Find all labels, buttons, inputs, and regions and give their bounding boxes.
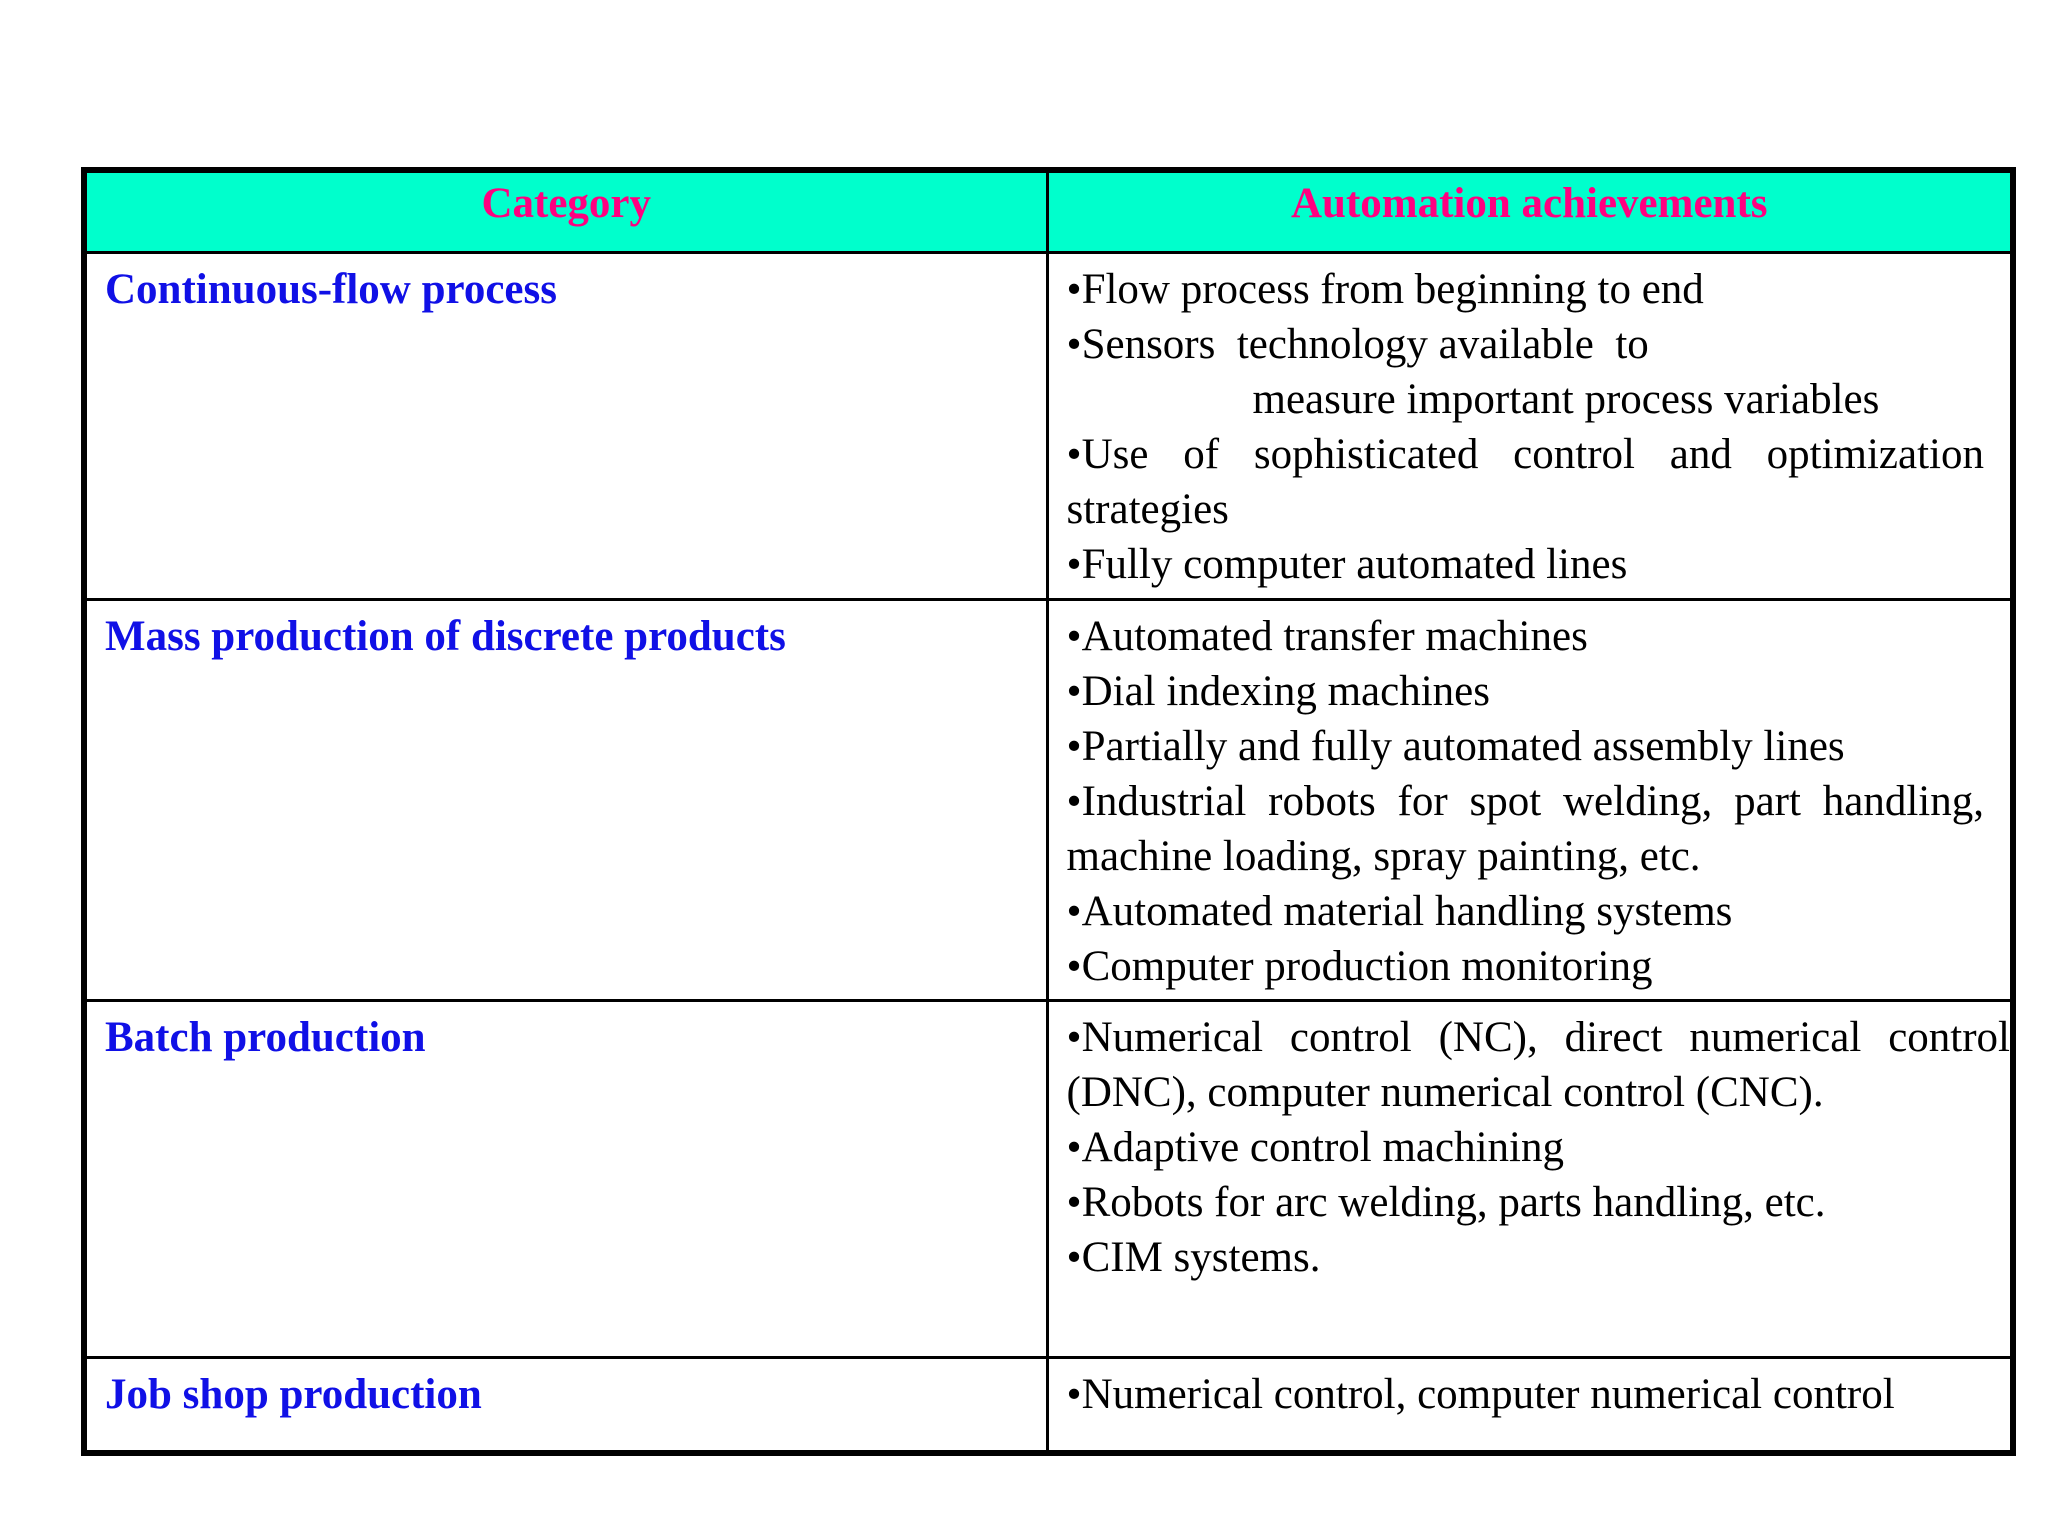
achievement-list (1067, 609, 2011, 994)
achievement-text: Adaptive control machining (1081, 1123, 1564, 1171)
achievement-text: Automated transfer machines (1081, 612, 1588, 660)
bullet-mark: • (1066, 1370, 1082, 1418)
achievement-item (1067, 1120, 2011, 1175)
achievement-item (1067, 1367, 2011, 1422)
category-cell-continuous-flow: Continuous-flow process (84, 252, 1047, 599)
table-row-job-shop (84, 1357, 2013, 1453)
category-column-header: Category (84, 170, 1047, 252)
achievement-item (1067, 262, 2011, 317)
achievement-item (1067, 427, 2011, 537)
achievement-list (1067, 262, 2011, 592)
achievement-text: Use of sophisticated control and optimization strategies (1066, 430, 1984, 533)
bullet-mark: • (1066, 722, 1082, 770)
achievement-text: Numerical control, computer numerical control (1081, 1370, 1895, 1418)
achievement-text: CIM systems. (1081, 1233, 1321, 1281)
bullet-mark: • (1066, 1178, 1082, 1226)
bullet-mark: • (1066, 540, 1082, 588)
achievement-continuation-line (1067, 372, 2011, 427)
achievement-text: Dial indexing machines (1081, 667, 1490, 715)
achievement-text: Computer production monitoring (1081, 942, 1653, 990)
category-cell-mass-production: Mass production of discrete products (84, 599, 1047, 1000)
achievement-item (1067, 1010, 2011, 1120)
achievement-text: Sensors technology available to (1081, 320, 1649, 368)
bullet-mark: • (1066, 1233, 1082, 1281)
bullet-mark: • (1066, 1123, 1082, 1171)
achievements-cell-mass-production (1047, 599, 2013, 1000)
achievement-item (1067, 537, 2011, 592)
bullet-mark: • (1066, 1013, 1082, 1061)
achievement-text: Robots for arc welding, parts handling, etc. (1081, 1178, 1826, 1226)
table-row-batch-production (84, 1000, 2013, 1357)
achievements-cell-job-shop (1047, 1357, 2013, 1453)
achievement-item (1067, 774, 2011, 884)
achievement-item (1067, 1230, 2011, 1285)
achievement-text: Partially and fully automated assembly lines (1081, 722, 1845, 770)
achievement-text: Fully computer automated lines (1081, 540, 1628, 588)
automation-achievements-table (81, 167, 2016, 1456)
bullet-mark: • (1066, 430, 1082, 478)
table-row-mass-production (84, 599, 2013, 1000)
achievement-item (1067, 317, 2011, 372)
bullet-mark: • (1066, 320, 1082, 368)
achievement-text: Numerical control (NC), direct numerical control (DNC), computer numerical control (CNC). (1066, 1013, 2010, 1116)
achievement-text: Flow process from beginning to end (1081, 265, 1704, 313)
achievement-item (1067, 939, 2011, 994)
achievement-text: Automated material handling systems (1081, 887, 1733, 935)
category-cell-batch-production: Batch production (84, 1000, 1047, 1357)
achievement-text: measure important process variables (1252, 375, 1880, 423)
achievement-item (1067, 884, 2011, 939)
category-cell-job-shop: Job shop production (84, 1357, 1047, 1453)
achievement-item (1067, 719, 2011, 774)
bullet-mark: • (1066, 942, 1082, 990)
achievement-text: Industrial robots for spot welding, part handling, machine loading, spray painting, etc. (1066, 777, 1984, 880)
achievement-list (1067, 1367, 2011, 1422)
achievement-item (1067, 664, 2011, 719)
achievements-cell-batch-production (1047, 1000, 2013, 1357)
table-header-row (84, 170, 2013, 252)
table-row-continuous-flow (84, 252, 2013, 599)
bullet-mark: • (1066, 667, 1082, 715)
bullet-mark: • (1066, 887, 1082, 935)
achievements-column-header: Automation achievements (1047, 170, 2013, 252)
achievement-list (1067, 1010, 2011, 1285)
achievement-item (1067, 609, 2011, 664)
bullet-mark: • (1066, 612, 1082, 660)
achievements-cell-continuous-flow (1047, 252, 2013, 599)
achievement-item (1067, 1175, 2011, 1230)
bullet-mark: • (1066, 265, 1082, 313)
bullet-mark: • (1066, 777, 1082, 825)
